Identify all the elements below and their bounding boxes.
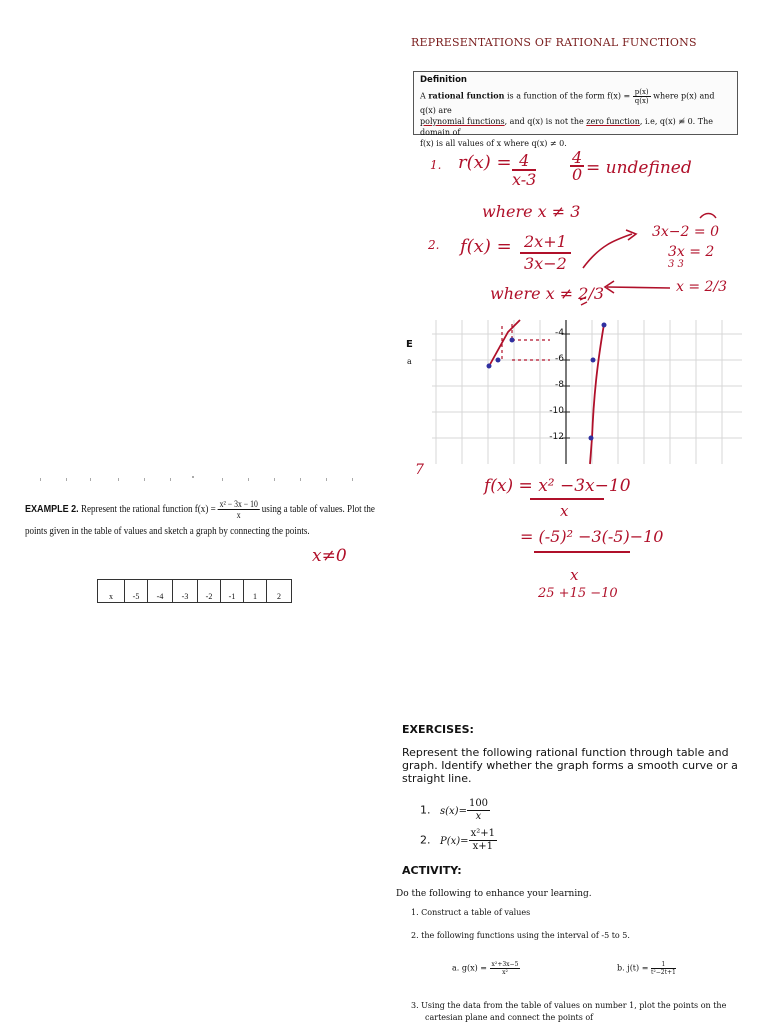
exercise-lhs: s(x)= — [440, 805, 467, 817]
function-fraction — [490, 961, 521, 976]
activity-step-3-line-1: 3. Using the data from the table of values on number 1, plot the points on the — [411, 1001, 727, 1010]
definition-line-3: f(x) is all values of x where q(x) ≠ 0. — [420, 139, 567, 148]
hw-frac-num: 4 — [572, 148, 583, 167]
stray-letter: E — [406, 339, 413, 350]
exercise-item-2 — [420, 828, 497, 853]
activity-step-2: 2. the following functions using the interval of -5 to 5. — [411, 931, 630, 940]
plotted-curve-left — [488, 320, 520, 368]
plot-point — [510, 338, 515, 343]
y-tick-label: -6 — [555, 354, 564, 364]
y-tick-label: -12 — [549, 432, 564, 442]
example-2-text: Represent the rational function f(x) = — [78, 504, 218, 515]
def-text: , i.e, q(x) ≢ 0. The domain of — [420, 117, 713, 137]
table-cell: 2 — [267, 580, 292, 603]
table-cell: 1 — [244, 580, 267, 603]
hw-strokes — [400, 150, 740, 320]
hw-where-1: where x ≠ 3 — [482, 202, 581, 221]
page-title: REPRESENTATIONS OF RATIONAL FUNCTIONS — [411, 36, 697, 49]
hw-fraction-bar — [534, 551, 630, 553]
table-cell: -4 — [148, 580, 173, 603]
y-tick-label: -4 — [555, 328, 564, 338]
def-term: rational function — [428, 90, 505, 101]
def-fraction — [633, 88, 651, 105]
frac-num: x²+1 — [470, 828, 495, 839]
hw-item1-num: 1. — [430, 158, 442, 172]
hw-item3-den2: x — [570, 566, 579, 584]
hw-item3-sub: = (-5)² −3(-5)−10 — [520, 527, 664, 546]
hw-frac-num: 2x+1 — [520, 232, 571, 254]
exercise-number: 1. — [420, 803, 431, 817]
function-label: a. g(x) = — [452, 963, 490, 973]
def-text: where p(x) and q(x) are — [420, 91, 715, 115]
hw-frac-den: 3x−2 — [524, 254, 567, 273]
exercises-intro: Represent the following rational function through table and graph. Identify whether the graph forms a smooth curve or a straight line. — [402, 746, 738, 785]
activity-heading: ACTIVITY: — [402, 864, 462, 877]
hw-frac-den: 0 — [572, 165, 583, 184]
table-cell: -5 — [125, 580, 148, 603]
def-text: is a function of the form f(x) = — [504, 91, 633, 101]
hw-frac-num: 4 — [512, 152, 536, 171]
frac-den: t²−2t+1 — [650, 969, 676, 976]
hw-item1-expr: r(x) = — [458, 152, 512, 173]
hw-item3-expr: f(x) = x² −3x−10 — [484, 476, 631, 496]
exercises-heading: EXERCISES: — [402, 723, 474, 736]
example-2 — [25, 498, 378, 543]
definition-heading: Definition — [420, 75, 467, 85]
def-frac-num: p(x) — [634, 88, 649, 96]
table-cell: x — [98, 580, 125, 603]
example-2-line-2: points given in the table of values and sketch a graph by connecting the points. — [25, 526, 310, 537]
function-label: b. j(t) = — [617, 963, 651, 973]
frac-num: 1 — [651, 961, 676, 969]
function-fraction — [651, 961, 676, 976]
table-cell: -3 — [173, 580, 198, 603]
activity-intro: Do the following to enhance your learning. — [396, 889, 592, 899]
table-row — [98, 580, 292, 603]
hw-left-arrow — [607, 287, 670, 288]
exercise-fraction — [467, 798, 490, 823]
ex2-frac-num: x² − 3x − 10 — [219, 499, 258, 510]
hw-equals-mark — [580, 297, 587, 305]
stray-letter: a — [407, 357, 412, 366]
exercise-lhs: P(x)= — [440, 835, 469, 847]
definition-line-1 — [420, 88, 731, 116]
activity-function-a — [452, 961, 520, 976]
values-table-grid — [97, 579, 292, 603]
table-cell: -1 — [221, 580, 244, 603]
def-text: A — [420, 91, 429, 101]
hw-mark — [700, 214, 716, 219]
hw-step-2: 3x = 2 — [668, 244, 715, 260]
graph-grid — [432, 320, 742, 464]
exercise-number: 2. — [420, 833, 431, 847]
hw-step-4: x = 2/3 — [676, 279, 728, 295]
frac-den: x — [475, 811, 482, 822]
definition-line-2 — [420, 116, 731, 138]
exercise-item-1 — [420, 798, 490, 823]
def-underlined-term: polynomial functions — [420, 117, 505, 126]
hw-where-2: where x ≠ 2/3 — [490, 284, 605, 303]
example-2-label: EXAMPLE 2. — [25, 503, 79, 515]
plot-point — [589, 436, 594, 441]
hw-x-not-zero: x≠0 — [312, 546, 347, 566]
def-frac-den: q(x) — [634, 97, 649, 105]
y-tick-label: -10 — [549, 406, 564, 416]
hw-step-3: 3 3 — [668, 259, 684, 270]
hw-frac-den: x-3 — [512, 170, 537, 189]
grid-lines — [432, 320, 742, 464]
hw-undefined: = undefined — [586, 158, 692, 178]
stray-mark: 7 — [415, 462, 424, 478]
table-cell: -2 — [198, 580, 221, 603]
frac-num: x²+3x−5 — [491, 961, 519, 968]
example-2-fraction — [218, 499, 260, 520]
y-tick-label: -8 — [555, 380, 564, 390]
example-2-text: using a table of values. Plot the — [259, 504, 375, 515]
def-text: , and q(x) is not the — [504, 117, 587, 126]
hw-item2-expr: f(x) = — [460, 236, 512, 257]
plot-point — [487, 364, 492, 369]
definition-box — [413, 71, 738, 148]
hw-item3-tail: 25 +15 −10 — [538, 586, 618, 601]
example-2-line-1 — [25, 498, 378, 521]
frac-den: x² — [502, 969, 508, 976]
def-underlined-term: zero function — [586, 117, 640, 126]
activity-step-1: 1. Construct a table of values — [411, 908, 531, 917]
plot-point — [591, 358, 596, 363]
frac-den: x+1 — [472, 841, 493, 852]
hw-item2-num: 2. — [428, 238, 440, 252]
frac-num: 100 — [468, 798, 489, 809]
plot-point — [496, 358, 501, 363]
ex2-frac-den: x — [236, 510, 241, 521]
activity-step-3-line-2: cartesian plane and connect the points of — [425, 1013, 594, 1022]
activity-function-b — [617, 961, 676, 976]
hw-curve-arrow — [583, 234, 632, 268]
hw-item3-den: x — [560, 502, 569, 520]
plot-point — [602, 323, 607, 328]
hw-step-1: 3x−2 = 0 — [652, 224, 719, 240]
exercise-fraction — [469, 828, 497, 853]
hw-fraction-bar — [530, 498, 604, 500]
dotted-separator — [40, 476, 370, 482]
values-table — [97, 579, 292, 601]
